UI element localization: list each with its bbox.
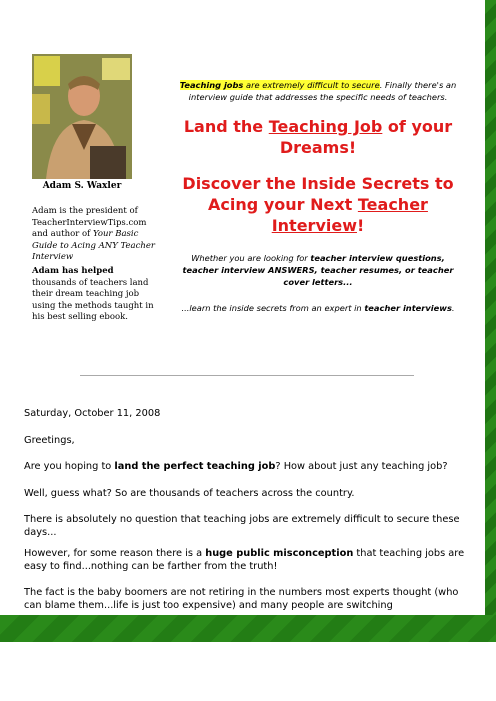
book-title: Your Basic Guide to Acing ANY Teacher Interview	[32, 229, 155, 262]
divider	[80, 375, 414, 376]
letter-date: Saturday, October 11, 2008	[24, 408, 161, 419]
teacher-portrait-icon	[32, 54, 132, 179]
p4-bold: huge public misconception	[205, 548, 354, 559]
sub2-pre: ...learn the inside secrets from an expert in	[181, 303, 365, 313]
teaching-job-link[interactable]: Teaching Job	[268, 117, 383, 136]
letter-paragraph: The fact is the baby boomers are not retiring in the numbers most experts thought (who can blame them...life is just too expensive) and many people are switching	[24, 587, 459, 611]
subheadline	[172, 252, 464, 288]
letter-paragraph: Well, guess what? So are thousands of teachers across the country.	[24, 488, 355, 499]
sub-pre: Whether you are looking for	[191, 253, 311, 263]
results-text: thousands of teachers land their dream teaching job using the methods taught in his best selling ebook.	[32, 277, 154, 322]
author-photo	[32, 54, 132, 179]
claim-rest: are extremely difficult to secure	[243, 80, 380, 90]
teacher-interview-link[interactable]: Teacher Interview	[271, 195, 428, 235]
headline-1-pre: Land the	[183, 117, 269, 136]
p4-pre: However, for some reason there is a	[24, 548, 206, 559]
letter-paragraph: There is absolutely no question that teaching jobs are extremely difficult to secure these days...	[24, 514, 460, 538]
decorative-stripe-right	[485, 0, 496, 642]
highlighted-claim	[180, 80, 380, 90]
p4-post: that teaching jobs are easy to find...nothing can be farther from the truth!	[24, 548, 465, 572]
author-bio	[32, 206, 160, 264]
intro-rest: . Finally there's an interview guide that addresses the specific needs of teachers.	[188, 80, 457, 102]
decorative-band-bottom	[0, 615, 496, 642]
letter-paragraph	[24, 461, 479, 474]
headline-1-post: of your Dreams!	[279, 117, 453, 157]
p1-pre: Are you hoping to	[24, 461, 115, 472]
bio-text: Adam is the president of TeacherInterviewTips.com and author of	[32, 206, 147, 239]
author-results	[32, 266, 160, 324]
headline-secondary	[172, 173, 464, 236]
headline-2-post: !	[356, 216, 365, 235]
results-lead: Adam has helped	[32, 266, 114, 276]
letter-paragraph	[24, 548, 479, 573]
sub2-post: .	[451, 303, 455, 313]
intro-text	[172, 80, 464, 103]
sub2-bold: teacher interviews	[364, 303, 452, 313]
p1-post: ? How about just any teaching job?	[275, 461, 448, 472]
subheadline-expert	[172, 302, 464, 314]
headline-2-pre: Discover the Inside Secrets to Acing your Next	[182, 174, 454, 214]
letter-greeting: Greetings,	[24, 435, 75, 446]
claim-bold: Teaching jobs	[179, 80, 244, 90]
headline-primary	[172, 116, 464, 158]
sub-bold: teacher interview questions, teacher interview ANSWERS, teacher resumes, or teacher cover letters...	[182, 253, 454, 287]
p1-bold: land the perfect teaching job	[114, 461, 276, 472]
author-name: Adam S. Waxler	[42, 181, 122, 191]
